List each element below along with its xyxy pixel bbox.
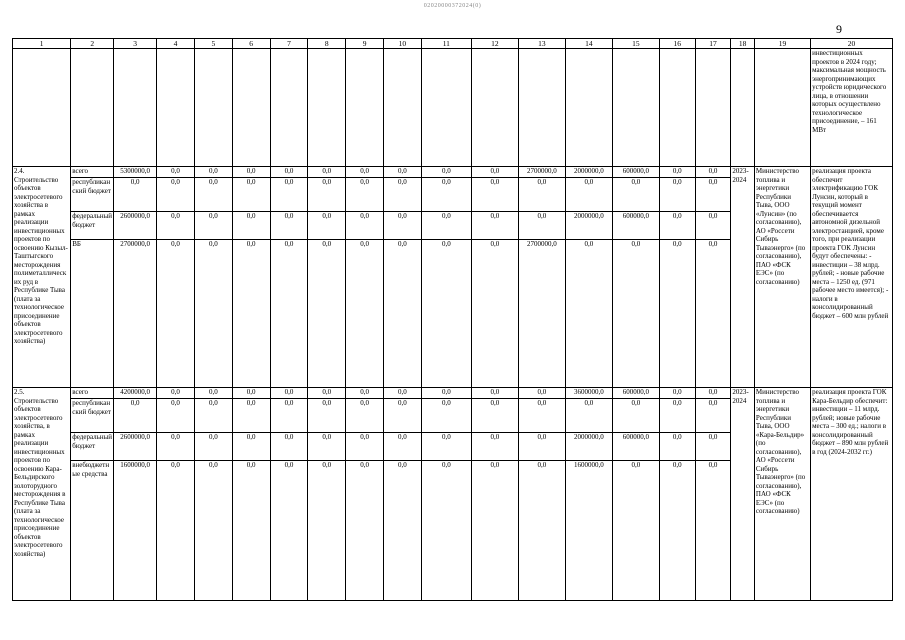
amount-cell: 0,0 [157, 240, 195, 388]
amount-cell: 0,0 [695, 433, 731, 461]
measure-title: 2.4. Строительство объектов электросетевого хозяйства в рамках реализации инвестиционных проектов по освоению Кызыл-Таштыгского месторождения полиметаллических руд в Республике Тыва (плата за технологическое присоединение объектов электросетевого хозяйства) [13, 167, 71, 388]
amount-cell: 0,0 [518, 388, 565, 399]
amount-cell: 0,0 [518, 433, 565, 461]
amount-cell: 0,0 [659, 461, 695, 601]
amount-cell: 0,0 [695, 178, 731, 212]
amount-cell: 600000,0 [612, 388, 659, 399]
empty-cell [308, 49, 346, 167]
amount-cell: 0,0 [383, 178, 421, 212]
amount-cell: 2600000,0 [114, 212, 157, 240]
amount-cell: 3600000,0 [565, 388, 612, 399]
table-row [13, 388, 893, 399]
executors-cell: Министерство топлива и энергетики Республики Тыва, ООО «Лунсин» (по согласованию), АО «Россети Сибирь Тываэнерго» (по согласованию), ПАО «ФСК ЕЭС» (по согласованию) [754, 167, 810, 388]
amount-cell: 2700000,0 [518, 167, 565, 178]
column-number-10: 10 [383, 39, 421, 49]
amount-cell: 0,0 [471, 178, 518, 212]
amount-cell: 0,0 [270, 399, 308, 433]
amount-cell: 0,0 [346, 167, 384, 178]
amount-cell: 0,0 [518, 178, 565, 212]
amount-cell: 0,0 [270, 388, 308, 399]
empty-cell [518, 49, 565, 167]
amount-cell: 0,0 [659, 167, 695, 178]
column-number-4: 4 [157, 39, 195, 49]
measure-title: 2.5. Строительство объектов электросетевого хозяйства, в рамках реализации инвестиционных проектов по освоению Кара-Бельдирского золоторудного месторождения в Республике Тыва (плата за технологическое присоединение объектов электросетевого хозяйства) [13, 388, 71, 601]
amount-cell: 0,0 [659, 212, 695, 240]
column-number-9: 9 [346, 39, 384, 49]
empty-cell [565, 49, 612, 167]
amount-cell: 0,0 [232, 167, 270, 178]
amount-cell: 0,0 [308, 433, 346, 461]
empty-cell [383, 49, 421, 167]
column-number-14: 14 [565, 39, 612, 49]
funding-source: федеральный бюджет [71, 212, 114, 240]
amount-cell: 0,0 [232, 240, 270, 388]
empty-cell [71, 49, 114, 167]
amount-cell: 0,0 [308, 388, 346, 399]
amount-cell: 0,0 [471, 167, 518, 178]
funding-source: республиканский бюджет [71, 178, 114, 212]
column-number-18: 18 [731, 39, 755, 49]
amount-cell: 0,0 [346, 388, 384, 399]
amount-cell: 0,0 [659, 388, 695, 399]
amount-cell: 0,0 [471, 433, 518, 461]
amount-cell: 0,0 [695, 212, 731, 240]
amount-cell: 0,0 [383, 433, 421, 461]
amount-cell: 0,0 [308, 212, 346, 240]
amount-cell: 0,0 [157, 388, 195, 399]
amount-cell: 2000000,0 [565, 433, 612, 461]
empty-cell [194, 49, 232, 167]
amount-cell: 0,0 [232, 388, 270, 399]
period-cell: 2023-2024 [731, 388, 755, 601]
amount-cell: 0,0 [157, 399, 195, 433]
column-number-6: 6 [232, 39, 270, 49]
column-number-8: 8 [308, 39, 346, 49]
amount-cell: 2000000,0 [565, 167, 612, 178]
amount-cell: 0,0 [383, 167, 421, 178]
amount-cell: 0,0 [421, 461, 471, 601]
amount-cell: 0,0 [346, 240, 384, 388]
funding-source: федеральный бюджет [71, 433, 114, 461]
amount-cell: 0,0 [421, 212, 471, 240]
amount-cell: 0,0 [157, 212, 195, 240]
amount-cell: 0,0 [695, 399, 731, 433]
amount-cell: 0,0 [659, 178, 695, 212]
column-number-5: 5 [194, 39, 232, 49]
amount-cell: 0,0 [421, 240, 471, 388]
amount-cell: 0,0 [270, 240, 308, 388]
amount-cell: 2600000,0 [114, 433, 157, 461]
amount-cell: 0,0 [194, 388, 232, 399]
column-number-12: 12 [471, 39, 518, 49]
continuation-row [13, 49, 893, 167]
amount-cell: 0,0 [114, 399, 157, 433]
amount-cell: 0,0 [518, 212, 565, 240]
amount-cell: 0,0 [383, 212, 421, 240]
amount-cell: 0,0 [308, 240, 346, 388]
empty-cell [232, 49, 270, 167]
amount-cell: 0,0 [421, 388, 471, 399]
amount-cell: 0,0 [565, 178, 612, 212]
amount-cell: 4200000,0 [114, 388, 157, 399]
amount-cell: 0,0 [471, 240, 518, 388]
column-number-13: 13 [518, 39, 565, 49]
funding-source: республиканский бюджет [71, 399, 114, 433]
amount-cell: 0,0 [308, 178, 346, 212]
amount-cell: 0,0 [612, 178, 659, 212]
amount-cell: 0,0 [612, 240, 659, 388]
amount-cell: 0,0 [612, 461, 659, 601]
amount-cell: 0,0 [346, 461, 384, 601]
amount-cell: 1600000,0 [114, 461, 157, 601]
column-number-17: 17 [695, 39, 731, 49]
amount-cell: 0,0 [114, 178, 157, 212]
result-cell: реализация проекта обеспечит электрификацию ГОК Лунсин, который в текущий момент обеспечивается автономной дизельной электростанцией, кроме того, при реализации проекта ГОК Лунсин будут обеспечены: - инвестиции – 38 млрд. рублей; - новые рабочие места – 1250 ед. (971 рабочее место имеется); - налоги в консолидированный бюджет – 600 млн рублей [811, 167, 893, 388]
empty-cell [157, 49, 195, 167]
amount-cell: 0,0 [308, 167, 346, 178]
amount-cell: 0,0 [659, 399, 695, 433]
amount-cell: 1600000,0 [565, 461, 612, 601]
empty-cell [421, 49, 471, 167]
amount-cell: 0,0 [194, 167, 232, 178]
column-number-20: 20 [811, 39, 893, 49]
column-number-7: 7 [270, 39, 308, 49]
column-number-2: 2 [71, 39, 114, 49]
amount-cell: 600000,0 [612, 212, 659, 240]
empty-cell [270, 49, 308, 167]
empty-cell [346, 49, 384, 167]
result-cell: реализация проекта ГОК Кара-Бельдир обеспечит: инвестиции – 11 млрд. рублей; новые рабочие места – 300 ед.; налоги в консолидированный бюджет – 890 млн рублей в год (2024-2032 гг.) [811, 388, 893, 601]
amount-cell: 5300000,0 [114, 167, 157, 178]
amount-cell: 0,0 [659, 240, 695, 388]
table-row [13, 167, 893, 178]
amount-cell: 0,0 [232, 212, 270, 240]
amount-cell: 0,0 [346, 178, 384, 212]
column-number-16: 16 [659, 39, 695, 49]
amount-cell: 0,0 [194, 240, 232, 388]
amount-cell: 0,0 [346, 433, 384, 461]
amount-cell: 0,0 [270, 167, 308, 178]
amount-cell: 0,0 [157, 167, 195, 178]
period-cell: 2023-2024 [731, 167, 755, 388]
empty-cell [659, 49, 695, 167]
amount-cell: 0,0 [194, 461, 232, 601]
amount-cell: 0,0 [383, 399, 421, 433]
column-number-19: 19 [754, 39, 810, 49]
amount-cell: 0,0 [612, 399, 659, 433]
amount-cell: 2700000,0 [114, 240, 157, 388]
amount-cell: 0,0 [346, 212, 384, 240]
amount-cell: 0,0 [421, 433, 471, 461]
amount-cell: 0,0 [308, 399, 346, 433]
column-number-1: 1 [13, 39, 71, 49]
funding-source: ВБ [71, 240, 114, 388]
amount-cell: 0,0 [308, 461, 346, 601]
funding-source: внебюджетные средства [71, 461, 114, 601]
amount-cell: 0,0 [232, 178, 270, 212]
column-number-11: 11 [421, 39, 471, 49]
amount-cell: 2000000,0 [565, 212, 612, 240]
column-number-3: 3 [114, 39, 157, 49]
amount-cell: 0,0 [383, 240, 421, 388]
page-number: 9 [836, 22, 842, 36]
empty-cell [731, 49, 755, 167]
funding-source: всего [71, 388, 114, 399]
amount-cell: 0,0 [695, 388, 731, 399]
amount-cell: 0,0 [471, 461, 518, 601]
amount-cell: 0,0 [421, 167, 471, 178]
amount-cell: 0,0 [565, 240, 612, 388]
amount-cell: 0,0 [421, 178, 471, 212]
amount-cell: 0,0 [232, 433, 270, 461]
column-number-row [13, 39, 893, 49]
amount-cell: 2700000,0 [518, 240, 565, 388]
amount-cell: 0,0 [346, 399, 384, 433]
column-number-15: 15 [612, 39, 659, 49]
amount-cell: 0,0 [383, 461, 421, 601]
amount-cell: 0,0 [194, 433, 232, 461]
empty-cell [471, 49, 518, 167]
amount-cell: 0,0 [194, 399, 232, 433]
amount-cell: 0,0 [194, 212, 232, 240]
amount-cell: 0,0 [232, 461, 270, 601]
amount-cell: 0,0 [270, 433, 308, 461]
amount-cell: 600000,0 [612, 433, 659, 461]
amount-cell: 0,0 [421, 399, 471, 433]
amount-cell: 0,0 [270, 461, 308, 601]
amount-cell: 0,0 [157, 461, 195, 601]
amount-cell: 0,0 [157, 178, 195, 212]
amount-cell: 0,0 [232, 399, 270, 433]
amount-cell: 0,0 [695, 167, 731, 178]
empty-cell [695, 49, 731, 167]
amount-cell: 0,0 [565, 399, 612, 433]
amount-cell: 0,0 [471, 212, 518, 240]
amount-cell: 600000,0 [612, 167, 659, 178]
amount-cell: 0,0 [157, 433, 195, 461]
executors-cell: Министерство топлива и энергетики Республики Тыва, ООО «Кара-Бельдир» (по согласованию), АО «Россети Сибирь Тываэнерго» (по согласованию), ПАО «ФСК ЕЭС» (по согласованию) [754, 388, 810, 601]
empty-cell [612, 49, 659, 167]
amount-cell: 0,0 [270, 178, 308, 212]
amount-cell: 0,0 [695, 240, 731, 388]
amount-cell: 0,0 [695, 461, 731, 601]
amount-cell: 0,0 [471, 388, 518, 399]
amount-cell: 0,0 [383, 388, 421, 399]
amount-cell: 0,0 [518, 399, 565, 433]
document-code: 02020000372024(0) [423, 3, 482, 9]
empty-cell [114, 49, 157, 167]
empty-cell [13, 49, 71, 167]
amount-cell: 0,0 [518, 461, 565, 601]
amount-cell: 0,0 [270, 212, 308, 240]
amount-cell: 0,0 [194, 178, 232, 212]
continued-result-text: инвестиционных проектов в 2024 году; максимальная мощность энергопринимающих устройств юридического лица, в отношении которых осуществлено технологическое присоединение, – 161 МВт [811, 49, 893, 167]
amount-cell: 0,0 [471, 399, 518, 433]
program-table [12, 38, 893, 601]
amount-cell: 0,0 [659, 433, 695, 461]
funding-source: всего [71, 167, 114, 178]
empty-cell [754, 49, 810, 167]
